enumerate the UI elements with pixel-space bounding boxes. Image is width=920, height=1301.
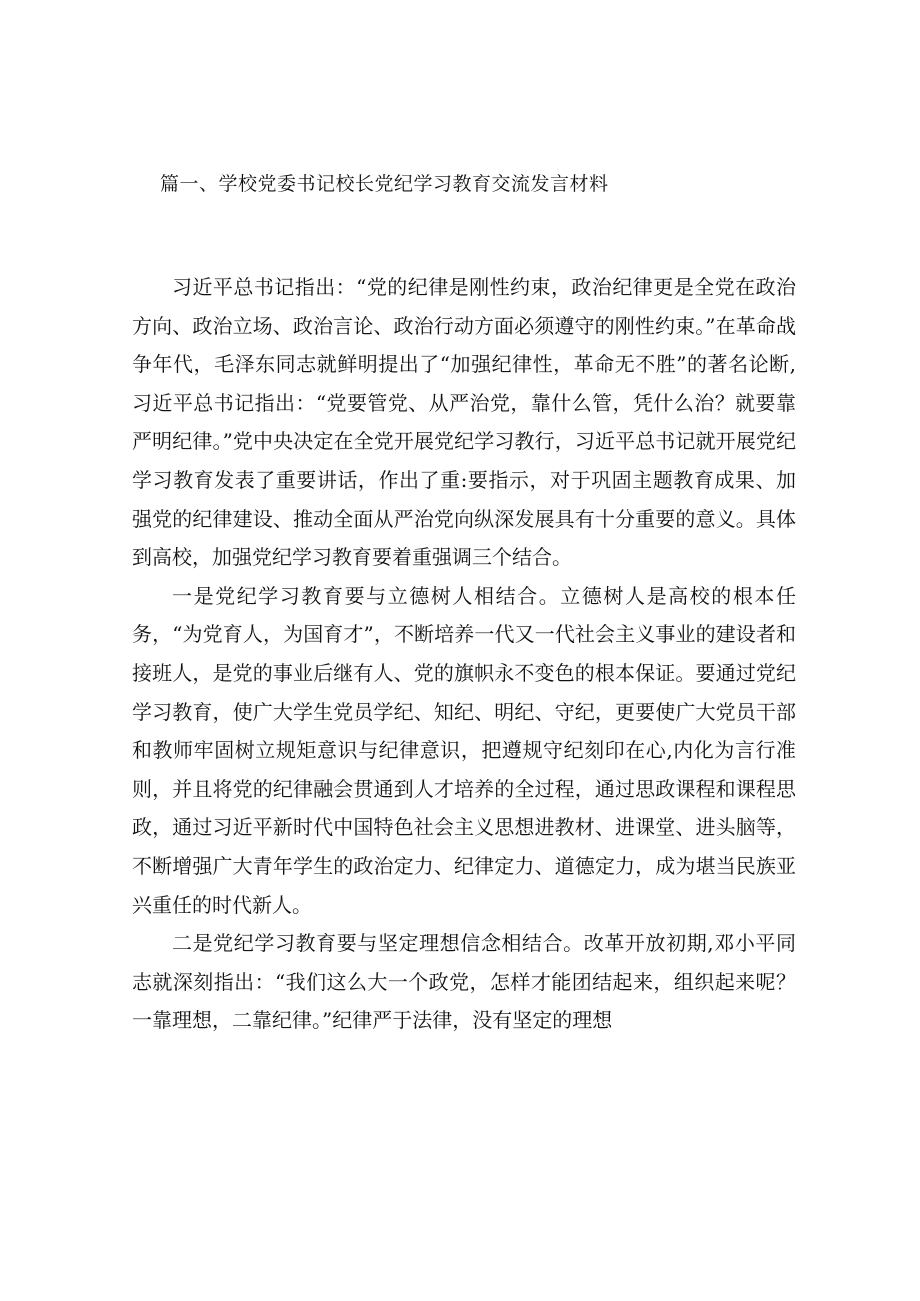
- paragraph-second-combination: 二是党纪学习教育要与坚定理想信念相结合。改革开放初期,邓小平同志就深刻指出：“我们这么大一个政党，怎样才能团结起来，组织起来呢？一靠理想，二靠纪律。”纪律严于法律，没有坚定的理想: [132, 931, 796, 1033]
- document-title: 篇一、学校党委书记校长党纪学习教育交流发言材料: [160, 173, 609, 195]
- document-body: [132, 268, 796, 1040]
- paragraph-intro: 习近平总书记指出：“党的纪律是刚性约束，政治纪律更是全党在政治方向、政治立场、政治言论、政治行动方面必须遵守的刚性约束。”在革命战争年代，毛泽东同志就鲜明提出了“加强纪律性，革命无不胜”的著名论断,习近平总书记指出：“党要管党、从严治党，靠什么管，凭什么治？就要靠严明纪律。”党中央决定在全党开展党纪学习教行，习近平总书记就开展党纪学习教育发表了重要讲话，作出了重:要指示，对于巩固主题教育成果、加强党的纪律建设、推动全面从严治党向纵深发展具有十分重要的意义。具体到高校，加强党纪学习教育要着重强调三个结合。: [132, 275, 796, 570]
- paragraph-first-combination: 一是党纪学习教育要与立德树人相结合。立德树人是高校的根本任务，“为党育人，为国育才”，不断培养一代又一代社会主义事业的建设者和接班人，是党的事业后继有人、党的旗帜永不变色的根本保证。要通过党纪学习教育，使广大学生党员学纪、知纪、明纪、守纪，更要使广大党员干部和教师牢固树立规矩意识与纪律意识，把遵规守纪刻印在心,内化为言行准则，并且将党的纪律融会贯通到人才培养的全过程，通过思政课程和课程思政，通过习近平新时代中国特色社会主义思想进教材、进课堂、进头脑等，不断增强广大青年学生的政治定力、纪律定力、道德定力，成为堪当民族亚兴重任的时代新人。: [132, 583, 796, 917]
